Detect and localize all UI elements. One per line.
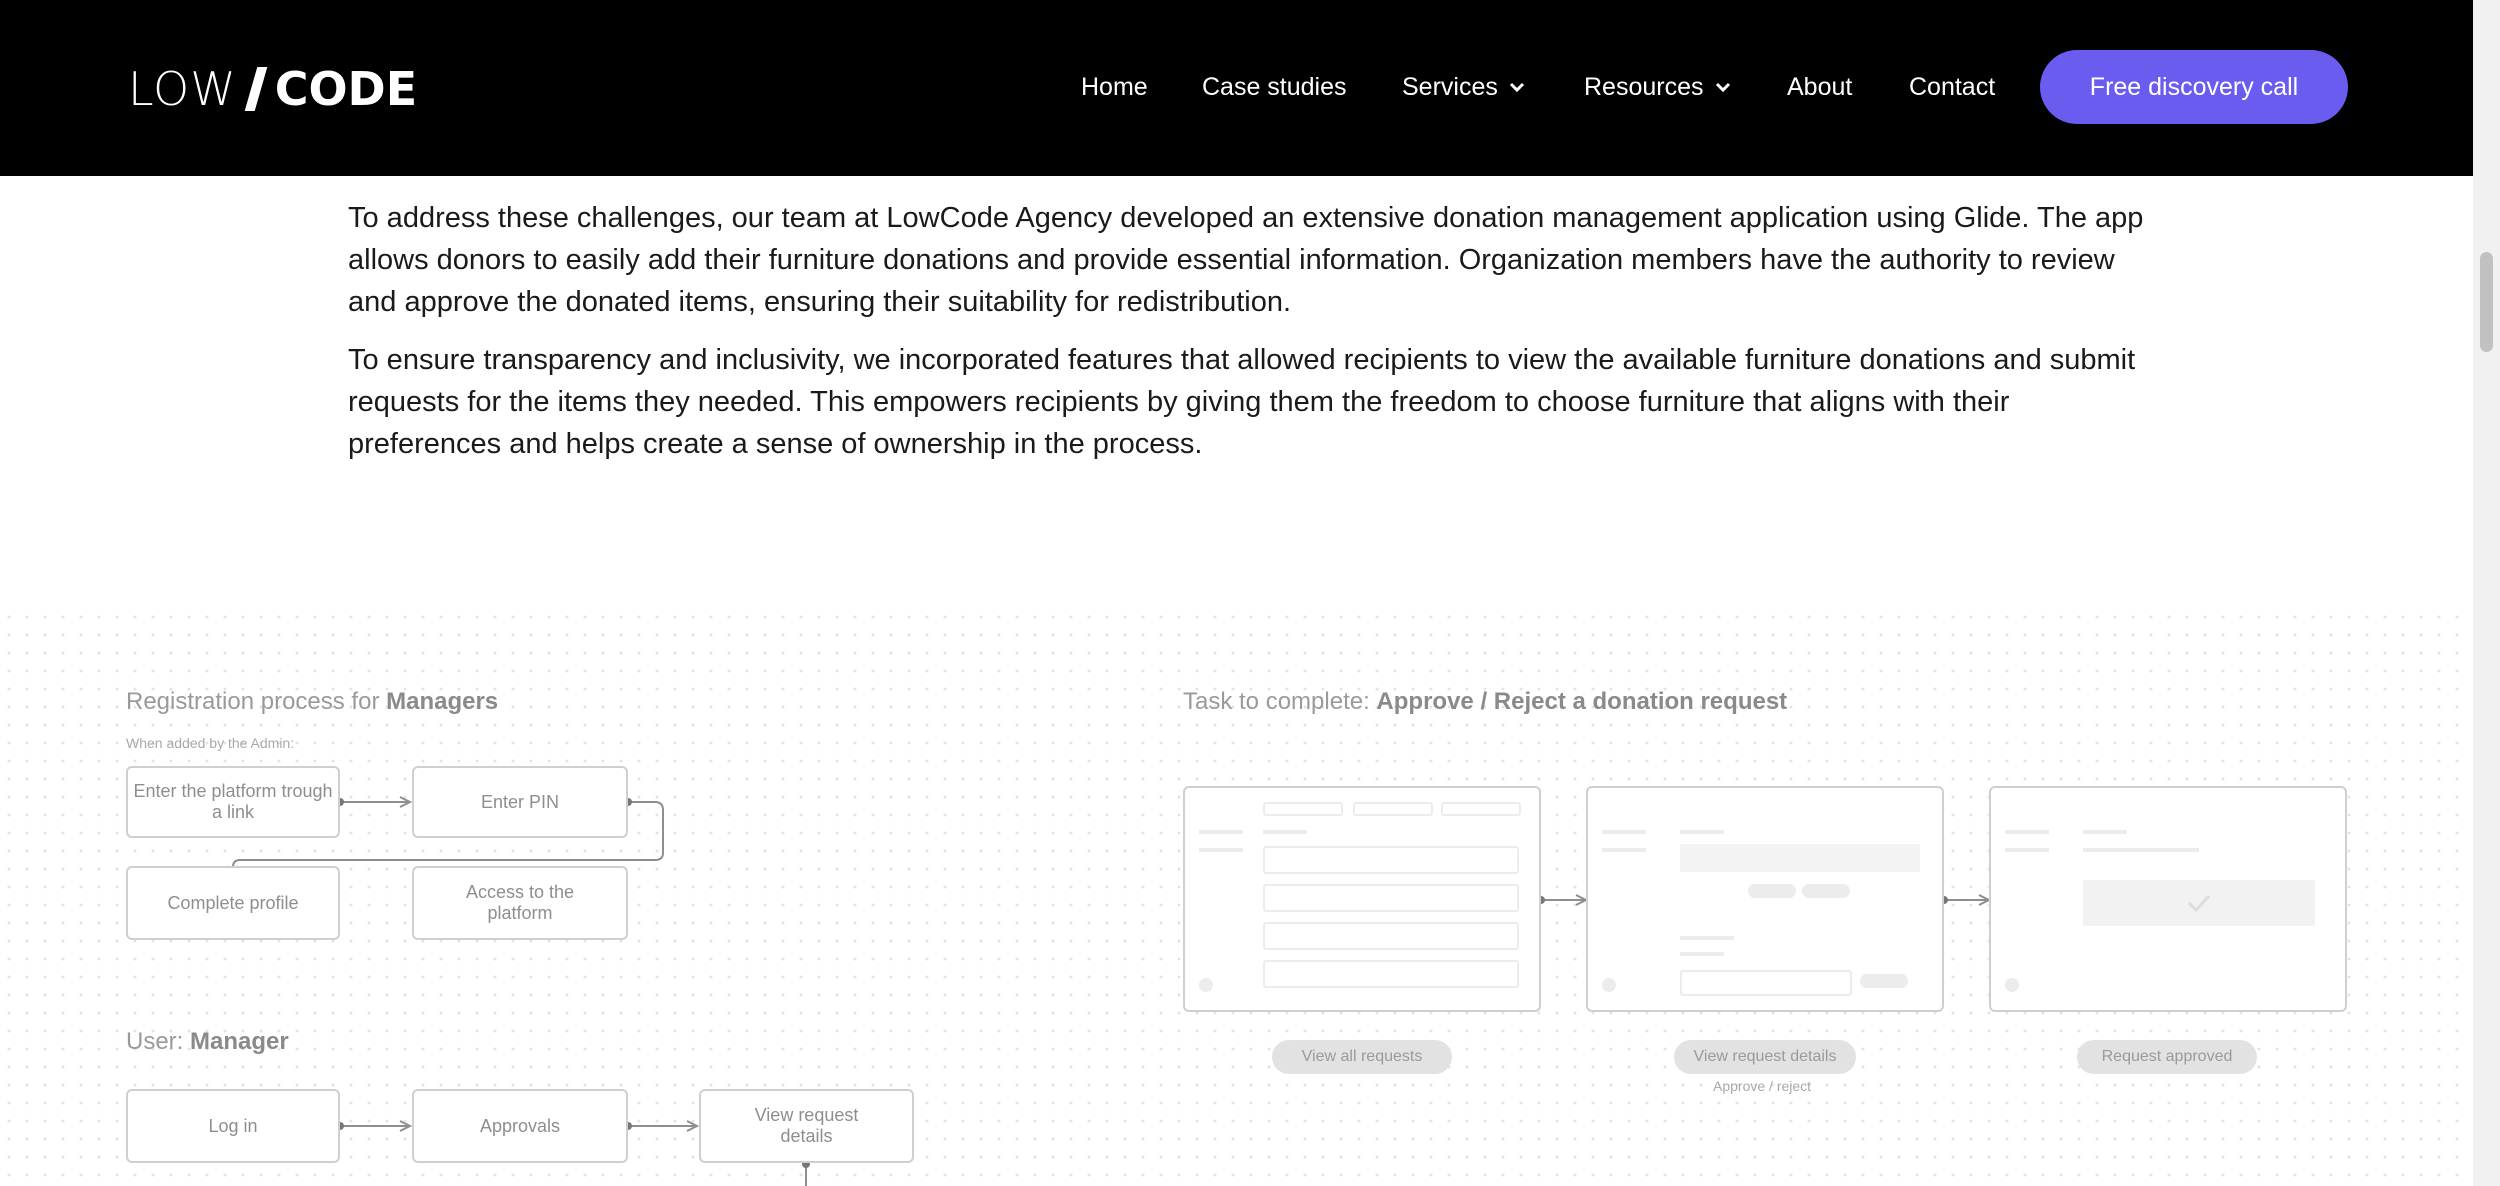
registration-title [126,688,498,716]
flow-step-enter-platform: Enter the platform trough a link [126,766,340,838]
flow-step-approvals: Approvals [412,1089,628,1163]
nav-services[interactable] [1402,70,1526,104]
wireframe-button [1802,884,1850,898]
task-title-prefix: Task to complete: [1183,688,1377,715]
flow-diagram [0,608,2473,1186]
wireframe-heading [2083,830,2127,834]
wireframe-avatar [1602,978,1616,992]
check-icon [2083,880,2315,926]
scrollbar-thumb[interactable] [2480,252,2493,352]
body-paragraph: To address these challenges, our team at LowCode Agency developed an extensive donation management application using Glide. The app allows donors to easily add their furniture donations and provide essential information. Organization members have the authority to review and approve the donated items, ensuring their suitability for redistribution. [348,202,2144,318]
user-title-bold: Manager [190,1028,289,1055]
wireframe-tab [1263,802,1343,816]
wireframe-button [1748,884,1796,898]
wireframe-screen-request-approved [1989,786,2347,1012]
nav-home[interactable] [1081,70,1148,104]
scrollbar-track[interactable] [2473,0,2500,1186]
nav-about-label: About [1787,72,1853,101]
wireframe-line [2083,848,2199,852]
wireframe-detail-block [1680,844,1920,872]
flow-step-complete-profile: Complete profile [126,866,340,940]
wireframe-sidebar-line [2005,848,2049,852]
task-title-bold: Approve / Reject a donation request [1376,688,1788,715]
registration-title-prefix: Registration process for [126,688,387,715]
label-view-all-requests: View all requests [1272,1040,1452,1074]
free-discovery-call-button[interactable]: Free discovery call [2040,50,2348,124]
nav-resources[interactable] [1584,70,1732,104]
body-paragraph: To ensure transparency and inclusivity, we incorporated features that allowed recipients to view the available furniture donations and submit requests for the items they needed. This empowers recipients by giving them the freedom to choose furniture that aligns with their preferences and helps create a sense of ownership in the process. [348,344,2136,460]
wireframe-heading [1680,830,1724,834]
wireframe-avatar [2005,978,2019,992]
site-header [0,0,2473,176]
chevron-down-icon [1508,78,1526,96]
nav-contact-label: Contact [1909,72,1996,101]
wireframe-list-row [1263,960,1519,988]
user-title-prefix: User: [126,1028,191,1055]
wireframe-sidebar-line [2005,830,2049,834]
nav-home-label: Home [1081,72,1148,101]
flow-step-access-platform: Access to the platform [412,866,628,940]
task-title [1183,688,1787,716]
flow-step-view-request-details: View request details [699,1089,914,1163]
logo-slash [244,67,267,111]
wireframe-line [1680,952,1724,956]
nav-contact[interactable] [1909,70,1995,104]
label-request-approved: Request approved [2077,1040,2257,1074]
nav-case-studies-label: Case studies [1202,72,1347,101]
label-view-request-details: View request details [1674,1040,1856,1074]
nav-about[interactable] [1787,70,1852,104]
chevron-down-icon [1714,78,1732,96]
registration-title-bold: Managers [386,688,499,715]
wireframe-list-row [1263,884,1519,912]
wireframe-heading [1263,830,1307,834]
logo[interactable] [128,64,417,114]
wireframe-sidebar-line [1199,830,1243,834]
wireframe-list-row [1263,846,1519,874]
registration-note: When added by the Admin: [126,735,295,751]
logo-text-code: CODE [274,62,418,116]
flow-step-enter-pin: Enter PIN [412,766,628,838]
wireframe-sidebar-line [1199,848,1243,852]
wireframe-avatar [1199,978,1213,992]
user-title [126,1028,289,1056]
nav-services-label: Services [1402,72,1498,101]
wireframe-screen-requests-list [1183,786,1541,1012]
wireframe-sidebar-line [1602,830,1646,834]
wireframe-sidebar-line [1602,848,1646,852]
nav-case-studies[interactable] [1202,70,1347,104]
wireframe-screen-request-details [1586,786,1944,1012]
wireframe-input [1680,970,1852,996]
wireframe-success-block [2083,880,2315,926]
label-approve-reject: Approve / reject [1713,1078,1812,1094]
flow-step-log-in: Log in [126,1089,340,1163]
wireframe-list-row [1263,922,1519,950]
wireframe-tab [1441,802,1521,816]
logo-text-low: LOW [128,62,237,116]
wireframe-tab [1353,802,1433,816]
wireframe-line [1680,936,1734,940]
nav-resources-label: Resources [1584,72,1704,101]
wireframe-button [1860,974,1908,988]
